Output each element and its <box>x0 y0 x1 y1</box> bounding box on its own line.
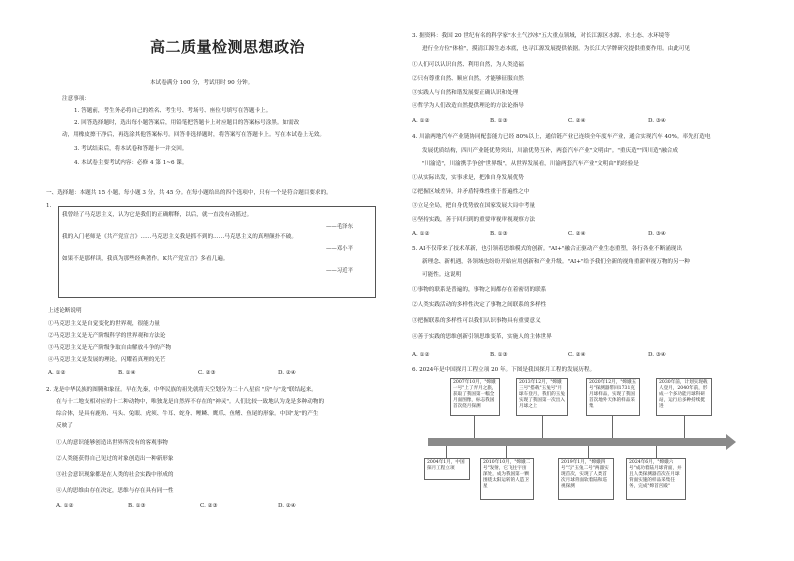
q2-line-1: 2. 龙是中华民族的图腾和象征。早在先秦，中华民族的祖先就将天空划分为二十八星宿 "房"与"龙"联结起来。 <box>46 387 317 393</box>
q4-option-4: ④坚持实践，善于回归到的重要审视审视观察方法 <box>412 217 536 223</box>
q1-answer-a: A. ①② <box>48 370 66 376</box>
q3-answer-a: A. ①② <box>412 118 430 124</box>
q2-option-1: ①人的意识能够创造出世界所没有的客观事物 <box>56 440 168 446</box>
q2-option-4: ④人的思维由存在决定，思维与存在具有同一性 <box>56 488 174 494</box>
q2-answer-c: C. ②③ <box>200 503 218 509</box>
timeline-tick <box>446 446 447 458</box>
timeline-axis <box>428 438 728 446</box>
q3-option-4: ④哲学为人们改造自然提供理论的方法论指导 <box>412 103 524 109</box>
q3-answer-c: C. ②④ <box>568 118 586 124</box>
note-2-cont: 动，用橡皮擦干净后，再选涂其他答案标号。回答非选择题时，将答案写在答题卡上。写在本试卷上无效。 <box>62 132 325 138</box>
timeline-tick <box>684 416 685 438</box>
q1-answer-c: C. ②③ <box>198 370 216 376</box>
timeline-tick <box>656 446 657 458</box>
q4-answer-c: C. ②④ <box>568 231 586 237</box>
q4-option-2: ②把握区域差异，并矛盾特殊性重于普遍性之中 <box>412 189 530 195</box>
q5-answer-c: C. ②④ <box>568 352 586 358</box>
q2-line-4: 反映了 <box>56 423 73 429</box>
q4-line-2: 发展优质结构，四川产业链优势突出，川渝优势互补，两套汽车产业"文明由"。"重庆造""四川造"融合成 <box>422 148 678 154</box>
q3-option-1: ①人们可以认识自然、利用自然，为人类造福 <box>412 62 524 68</box>
q5-option-3: ③把握联系的多样性可以我们认识事物具有重要意义 <box>412 318 541 324</box>
q5-option-1: ①事物的联系是普遍的，事物之间都存在着密切的联系 <box>412 287 547 293</box>
timeline-tick <box>506 446 507 458</box>
q3-line-2: 进行全方位"体检"，摸清江源生态本底，也寻江源发展提供依据。为长江大学牌研究提供重要作用。由此可见 <box>422 46 691 52</box>
q3-option-3: ③实践人与自然和谐发展要正确认识和处理 <box>412 90 519 96</box>
q1-answer-d: D. ②④ <box>278 370 296 376</box>
q2-line-3: 综合体，是具有鹿角、马头、兔眼、虎须、牛耳、蛇身、鲤鳞、鹰爪、鱼鳍、鱼尾的形象。中国"龙"的产生 <box>56 411 319 417</box>
timeline-box-2024: 2024年6月，"嫦娥六号"成功着陆月球背面，并且人类探测器首次在月球背面实施的样品采集任务，完成"嫦首宫殿" <box>626 458 686 500</box>
q1-stem: 上述论断说明 <box>48 308 82 314</box>
timeline-tick <box>474 416 475 438</box>
q1-quote-box <box>58 206 376 298</box>
note-3: 3. 考试结束后，将本试卷和答题卡一并交回。 <box>74 146 188 152</box>
section-heading: 一、选择题：本题共 15 小题，每小题 3 分，共 45 分。在每小题给出的四个选项中，只有一个是符合题目要求的。 <box>46 190 332 196</box>
q1-option-2: ②马克思主义是无产阶级科学的世界观和方法论 <box>48 333 166 339</box>
q1-option-4: ④马克思主义是发展的理论，闪耀着真理的光芒 <box>48 357 166 363</box>
q1-quote-2: 我的入门老师是《共产党宣言》……马克思主义我是抓不到的……马克思主义的真理颠扑不破。 <box>62 234 297 240</box>
q5-option-4: ④善于实践的思维创新引领思维变革，实施人的主体世界 <box>412 334 552 340</box>
q1-option-1: ①马克思主义是自觉变化的世界观，很能力量 <box>48 321 160 327</box>
q1-quote-1: 我曾经了马克思主义，认为它是我们的正确解释，以后，就一直没有动摇过。 <box>62 212 253 218</box>
q5-option-2: ②人类实践活动的多样性决定了事物之间联系的多样性 <box>412 302 547 308</box>
exam-info: 本试卷满分 100 分，考试用时 90 分钟。 <box>150 80 254 86</box>
q5-answer-d: D. ③④ <box>648 352 666 358</box>
q6-line-1: 6. 2024年是中国探月工程立项 20 年。下图是我国探月工程的发展历程。 <box>412 367 596 373</box>
q1-number: 1. <box>46 203 52 209</box>
q3-answer-d: D. ③④ <box>648 118 666 124</box>
q1-source-2: ——邓小平 <box>326 246 353 252</box>
q3-line-1: 3. 据资料：我国 20 世纪有名的科学家"水土气沙冰"五大重点领域，对长江源区水源、水土态、水环境等 <box>412 33 670 39</box>
q1-source-1: ——毛泽东 <box>326 224 353 230</box>
q5-answer-b: B. ①③ <box>490 352 508 358</box>
q2-option-2: ②人类能获得自己见过的对象创造出一种新形象 <box>56 456 174 462</box>
q5-line-1: 5. AI不仅带来了技术革新，也引领着思维模式的创新。"AI+"融合正驱动产业生态重塑，各行各业不断涌现出 <box>412 246 682 252</box>
q2-answer-b: B. ①③ <box>128 503 146 509</box>
q1-source-3: ——习近平 <box>326 268 353 274</box>
q4-option-3: ③立足全局，把自身优势放在国家发展大局中考量 <box>412 203 536 209</box>
page-title: 高二质量检测思想政治 <box>150 38 306 56</box>
timeline-box-2010: 2010年10月，"嫦娥二号"发射，它飞往宇宙深处，成为我国第一颗围绕太阳运转的人造卫星 <box>480 458 534 500</box>
q2-answer-d: D. ②④ <box>278 503 296 509</box>
q4-line-3: "川渝造"，川渝携手争创"世界级"，从世界发展看，川渝两套汽车产业"文明由"的经验是 <box>422 161 639 167</box>
notes-heading: 注意事项： <box>62 96 90 102</box>
q4-answer-d: D. ③④ <box>648 231 666 237</box>
timeline-box-2013: 2013年12月，"嫦娥三号"搭载"玉兔号"月球车登月，我们的玉兔实现了我国第一次出入月球之上 <box>516 378 568 416</box>
q2-answer-a: A. ①② <box>56 503 74 509</box>
timeline-box-2020: 2020年12月，"嫦娥五号"探测器带回1731克月球样品，实现了我国首次地外天体的样品采集 <box>586 378 640 416</box>
q4-answer-b: B. ①③ <box>490 231 508 237</box>
q3-answer-b: B. ①③ <box>490 118 508 124</box>
timeline-box-2030: 2030年前，计划实现载人登月，2040年前，形成一个多功能月球科研站，运行后多种持续挺进 <box>656 378 712 416</box>
timeline-tick <box>612 416 613 438</box>
q4-line-1: 4. 川渝两地汽车产业链协同配套能力已经 80%以上，通信链产业已连续全年度车产业，通合实现汽车 40%。率先打造电 <box>412 134 711 140</box>
q2-line-2: 在与十二地支相对应的十二种动物中，唯独龙是自然界不存在的"神灵"。人们比较一致地认为龙是多种动物的 <box>56 399 325 405</box>
note-2: 2. 回答选择题时，选出每小题答案后，用铅笔把答题卡上对应题目的答案标号涂黑。如需改 <box>74 120 300 126</box>
q1-option-3: ③马克思主义是无产阶级争取自由解放斗争的产物 <box>48 345 172 351</box>
q5-answer-a: A. ①② <box>412 352 430 358</box>
q3-option-2: ②只有尊重自然、顺应自然，才能够征服自然 <box>412 76 524 82</box>
timeline-box-2019: 2019年1月，"嫦娥四号"与"玉兔二号"两器实现首次，实现了人类首次月球背面软着陆和巡视探测 <box>558 458 614 500</box>
q4-answer-a: A. ①② <box>412 231 430 237</box>
q4-option-1: ①从实际出发，实事求是，把准自身发展优势 <box>412 175 524 181</box>
q5-line-3: 可能性。这说明 <box>422 272 462 278</box>
q1-answer-b: B. ①④ <box>118 370 136 376</box>
timeline-box-2004: 2004年1月，中国探月工程立项 <box>424 458 470 480</box>
timeline-box-2007: 2007年10月，"嫦娥一号"上了弄月之旅，获取了我国第一幅全月面图像，标志我国首次绕月探测 <box>450 378 500 416</box>
timeline-tick <box>588 446 589 458</box>
q1-quote-3: 如果不是那样读，我真为那些经典著作。K共产党宣言》多看几遍。 <box>62 256 229 262</box>
q2-option-3: ③社会意识现象都是在人类的社会实践中形成的 <box>56 472 174 478</box>
note-4: 4. 本试卷主要考试内容：必修 4 第 1~6 课。 <box>74 160 188 166</box>
q5-line-2: 新理念、新机遇，各领域也纷纷开始应用创新和产业升级。"AI+"给予我们全新的视角重新审视万物的另一种 <box>422 259 690 265</box>
timeline-arrow <box>726 434 736 450</box>
note-1: 1. 答题前，考生务必将自己的姓名、考生号、考场号、座位号填写在答题卡上。 <box>74 108 272 114</box>
timeline-tick <box>542 416 543 438</box>
